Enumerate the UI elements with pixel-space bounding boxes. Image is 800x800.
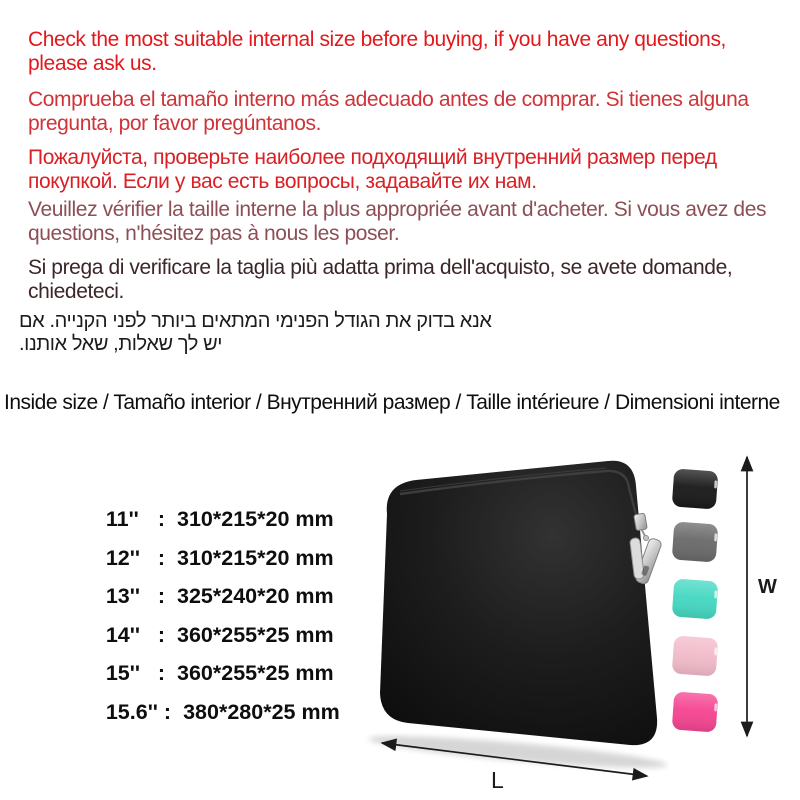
color-swatch-dark-gray (672, 522, 719, 563)
size-value: 325*240*20 mm (177, 584, 334, 609)
notice-line: pregunta, por favor pregúntanos. (28, 111, 322, 135)
size-label: 12'' (105, 545, 140, 570)
product-diagram (330, 430, 800, 800)
notice-line: please ask us. (28, 51, 157, 75)
size-header: Inside size / Tamaño interior / Внутренний размер / Taille intérieure / Dimensioni interne (4, 391, 780, 414)
size-separator: : (157, 622, 166, 647)
notice-line: chiedeteci. (28, 279, 124, 303)
size-label: 14'' (105, 622, 140, 647)
size-value: 310*215*20 mm (177, 545, 334, 570)
size-row (70, 482, 340, 531)
color-swatch-mint-green (672, 579, 719, 620)
notice-line: questions, n'hésitez pas à nous les poser. (28, 221, 400, 245)
notice-line: Check the most suitable internal size before buying, if you have any questions, (28, 28, 726, 51)
length-label: L (491, 767, 504, 793)
size-separator: : (163, 699, 172, 724)
size-label: 13'' (105, 584, 140, 609)
size-label: 15'' (105, 661, 140, 686)
laptop-sleeve-photo (380, 461, 657, 745)
notice-spanish (28, 88, 749, 135)
width-label: W (758, 576, 777, 598)
size-value: 380*280*25 mm (183, 699, 340, 724)
size-value: 360*255*25 mm (177, 661, 334, 686)
notice-hebrew (19, 310, 492, 356)
notice-line: Veuillez vérifier la taille interne la plus appropriée avant d'acheter. Si vous avez des (28, 198, 767, 221)
size-value: 360*255*25 mm (177, 622, 334, 647)
notice-italian (28, 256, 732, 303)
notice-line: Comprueba el tamaño interno más adecuado antes de comprar. Si tienes alguna (28, 88, 749, 111)
notice-line: יש לך שאלות, שאל אותנו. (19, 333, 223, 355)
size-separator: : (157, 507, 166, 531)
size-separator: : (157, 545, 166, 570)
notice-line: אנא בדוק את הגודל הפנימי המתאים ביותר לפני הקנייה. אם (19, 310, 492, 332)
color-swatch-hot-pink (672, 692, 719, 733)
notice-line: Пожалуйста, проверьте наиболее подходящий внутренний размер перед (28, 146, 717, 169)
notice-line: Si prega di verificare la taglia più adatta prima dell'acquisto, se avete domande, (28, 256, 733, 279)
color-swatch-light-pink (672, 636, 719, 677)
color-swatch-black (672, 469, 719, 510)
notice-english (28, 28, 726, 75)
notice-line: покупкой. Если у вас есть вопросы, задавайте их нам. (28, 169, 537, 193)
size-separator: : (157, 584, 166, 609)
notice-russian (28, 146, 717, 193)
size-value: 310*215*20 mm (177, 507, 334, 531)
notice-french (28, 198, 766, 245)
size-label: 15.6'' (105, 699, 158, 724)
size-separator: : (157, 661, 166, 686)
size-table (70, 482, 340, 724)
size-label: 11'' (105, 507, 139, 531)
